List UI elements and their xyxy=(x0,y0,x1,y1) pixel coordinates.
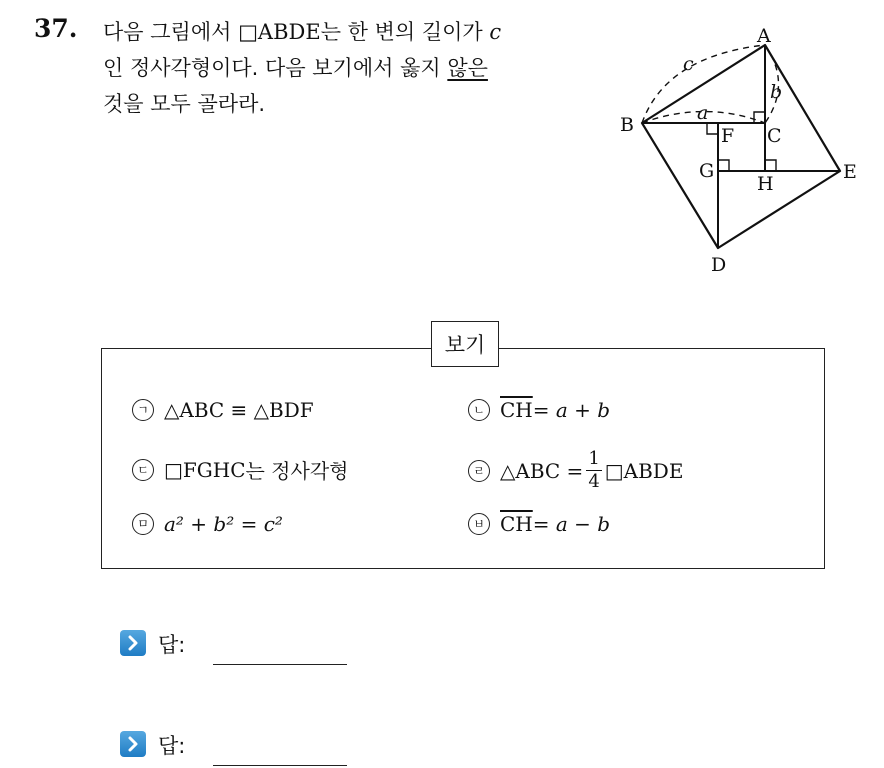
bogi-item-4: ㄹ △ABC = $\frac{1}{4}$ □ABDE xyxy=(468,448,683,493)
answer-blank[interactable] xyxy=(213,630,347,665)
geometry-figure xyxy=(610,20,870,280)
label-H: H xyxy=(757,173,774,195)
inner-lines xyxy=(642,45,840,248)
bogi-item-3: ㄷ □FGHC 는 정사각형 xyxy=(132,455,348,484)
fraction: $\frac{1}{4}$ xyxy=(588,448,600,492)
answer-blank[interactable] xyxy=(213,731,347,766)
marker-6: ㅂ xyxy=(468,513,490,535)
bogi-item-2: ㄴ $\overline{CH}$ = a + b xyxy=(468,398,610,422)
question-text: 다음 그림에서 □ABDE는 한 변의 길이가 c 인 정사각형이다. 다음 보기에서 옳지 않은 것을 모두 골라라. xyxy=(103,20,502,116)
label-E: E xyxy=(843,161,857,183)
bogi-item-5: ㅁ a² + b² = c² xyxy=(132,512,283,536)
answer-row-2 xyxy=(120,731,347,766)
question-number: 37. xyxy=(34,14,78,43)
marker-5: ㅁ xyxy=(132,513,154,535)
answer-label: 답: xyxy=(158,734,186,758)
label-F: F xyxy=(721,125,735,147)
chevron-right-icon xyxy=(120,630,146,656)
label-a: a xyxy=(697,102,709,124)
marker-3: ㄷ xyxy=(132,459,154,481)
chevron-right-icon xyxy=(120,731,146,757)
label-b: b xyxy=(770,81,783,103)
label-C: C xyxy=(767,125,782,147)
label-D: D xyxy=(711,254,727,276)
answer-label: 답: xyxy=(158,633,186,657)
marker-2: ㄴ xyxy=(468,399,490,421)
marker-1: ㄱ xyxy=(132,399,154,421)
label-B: B xyxy=(620,114,634,136)
label-c: c xyxy=(683,53,694,75)
underlined-word: 않은 xyxy=(447,56,488,80)
bogi-title: 보기 xyxy=(431,321,499,367)
marker-4: ㄹ xyxy=(468,460,490,482)
label-A: A xyxy=(757,25,771,47)
label-G: G xyxy=(699,160,715,182)
square-abde xyxy=(642,45,840,248)
bogi-item-6: ㅂ $\overline{CH}$ = a − b xyxy=(468,512,610,536)
answer-row-1 xyxy=(120,630,347,665)
bogi-item-1: ㄱ △ABC ≡ △BDF xyxy=(132,398,314,422)
